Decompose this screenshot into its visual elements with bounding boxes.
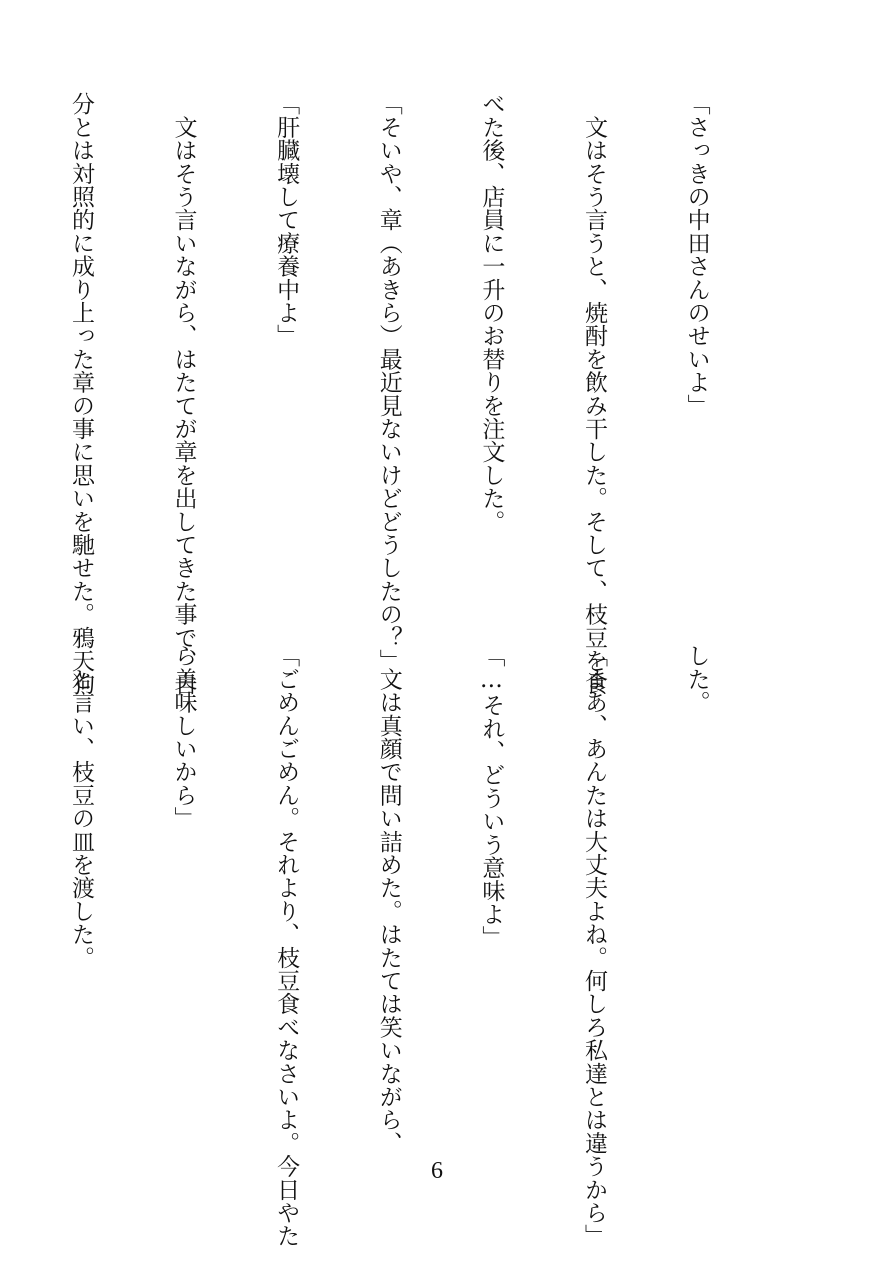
text-line: 「ごめんごめん。それより、枝豆食べなさいよ。今日やた bbox=[273, 644, 300, 1248]
text-line: 文はそう言いながら、はたてが章を出してきた事で、自 bbox=[170, 92, 197, 696]
text-block-upper bbox=[67, 92, 782, 696]
text-line: 分とは対照的に成り上った章の事に思いを馳せた。鴉天狗 bbox=[67, 92, 94, 696]
text-line: 「肝臓壊して療養中よ」 bbox=[273, 92, 300, 348]
text-line: 「そいや、章（あきら）最近見ないけどどうしたの？」 bbox=[375, 92, 402, 672]
text-block-lower bbox=[67, 644, 782, 1248]
text-line: 文はそう言うと、焼酎を飲み干した。そして、枝豆を食 bbox=[580, 92, 607, 696]
text-line: 文は真顔で問い詰めた。はたては笑いながら、 bbox=[375, 644, 402, 1155]
text-line: 「さっきの中田さんのせいよ」 bbox=[683, 92, 710, 417]
text-line: と言い、枝豆の皿を渡した。 bbox=[67, 644, 94, 969]
page-number: 6 bbox=[431, 1158, 443, 1184]
text-line: ら美味しいから」 bbox=[170, 644, 197, 830]
text-line: した。 bbox=[683, 644, 710, 714]
text-line: べた後、店員に一升のお替りを注文した。 bbox=[478, 92, 505, 533]
text-line: 「…それ、どういう意味よ」 bbox=[478, 644, 505, 949]
text-line: 「まあ、あんたは大丈夫よね。何しろ私達とは違うから」 bbox=[580, 644, 607, 1248]
